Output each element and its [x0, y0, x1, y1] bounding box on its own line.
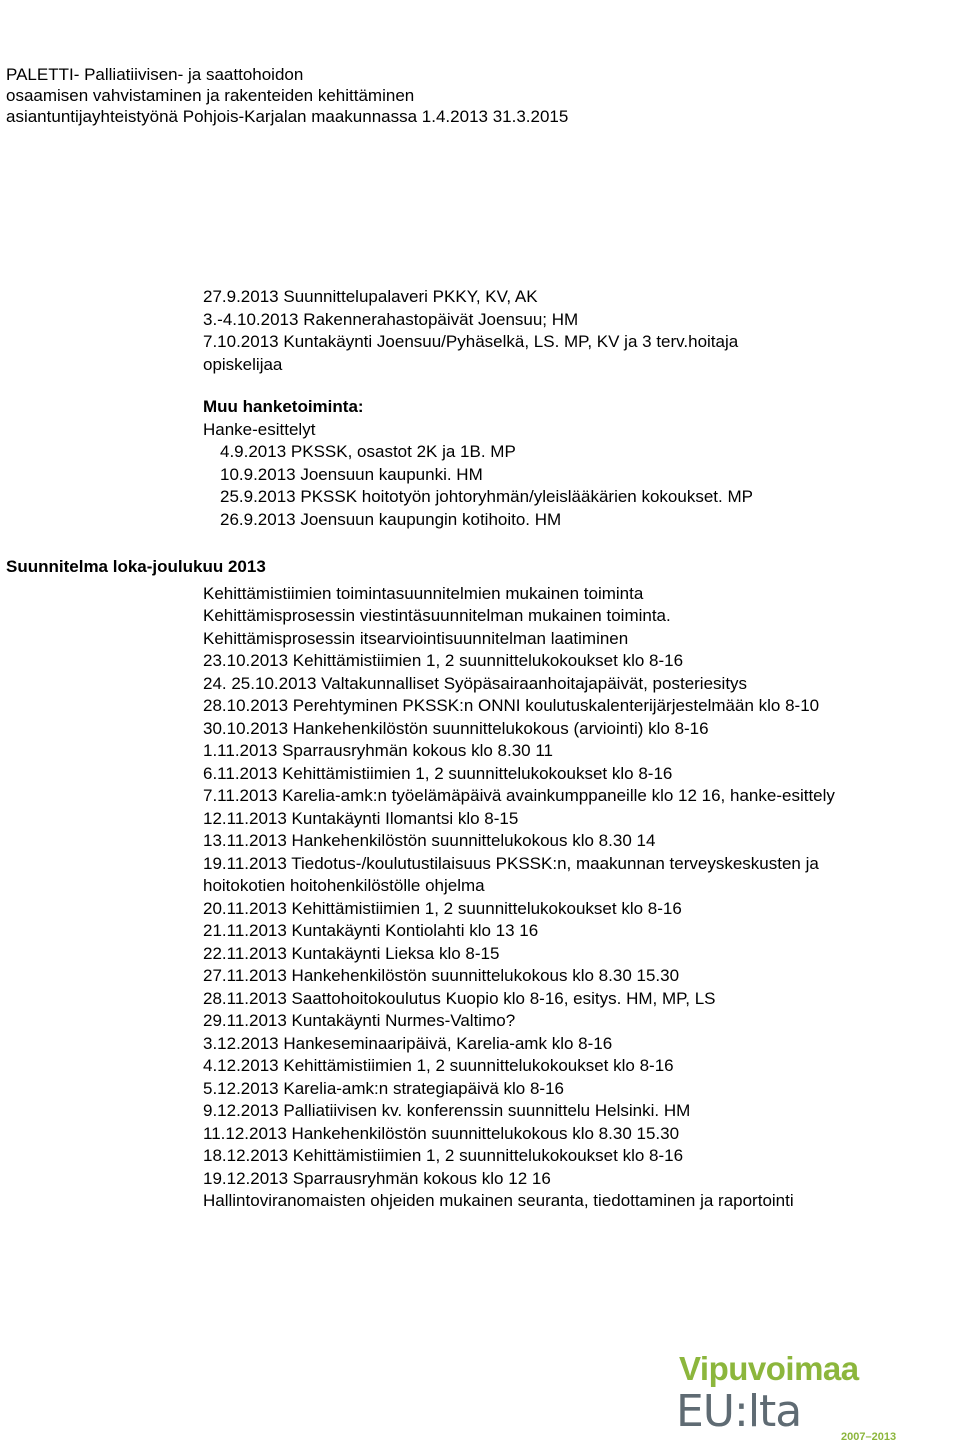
event-line: 7.10.2013 Kuntakäynti Joensuu/Pyhäselkä, LS. MP, KV ja 3 terv.hoitaja	[203, 332, 739, 351]
plan-list	[203, 583, 843, 1213]
plan-section	[6, 556, 906, 1213]
plan-item: Hallintoviranomaisten ohjeiden mukainen seuranta, tiedottaminen ja raportointi	[203, 1191, 794, 1210]
presentations-subtitle: Hanke-esittelyt	[203, 419, 316, 439]
logo-line-2: EU:lta	[676, 1386, 802, 1437]
plan-item: 7.11.2013 Karelia-amk:n työelämäpäivä avainkumppaneille klo 12 16, hanke-esittely	[203, 786, 835, 805]
plan-item: 24. 25.10.2013 Valtakunnalliset Syöpäsairaanhoitajapäivät, posteriesitys	[203, 673, 748, 693]
logo-years: 2007–2013	[841, 1431, 897, 1443]
other-activities-title: Muu hanketoiminta:	[203, 397, 364, 416]
plan-title: Suunnitelma loka-joulukuu 2013	[6, 557, 266, 576]
plan-item: 21.11.2013 Kuntakäynti Kontiolahti klo 13 16	[203, 921, 539, 940]
plan-item: 1.11.2013 Sparrausryhmän kokous klo 8.30 11	[203, 741, 553, 760]
plan-item: Kehittämisprosessin itsearviointisuunnitelman laatiminen	[203, 628, 629, 648]
plan-item: 18.12.2013 Kehittämistiimien 1, 2 suunnittelukokoukset klo 8-16	[203, 1146, 684, 1165]
plan-item: 9.12.2013 Palliatiivisen kv. konferenssin suunnittelu Helsinki. HM	[203, 1101, 691, 1120]
plan-item: 27.11.2013 Hankehenkilöstön suunnittelukokous klo 8.30 15.30	[203, 966, 680, 985]
plan-item: 29.11.2013 Kuntakäynti Nurmes-Valtimo?	[203, 1011, 516, 1030]
plan-item: 12.11.2013 Kuntakäynti Ilomantsi klo 8-15	[203, 808, 519, 828]
plan-item: 30.10.2013 Hankehenkilöstön suunnittelukokous (arviointi) klo 8-16	[203, 718, 709, 738]
plan-item: 28.10.2013 Perehtyminen PKSSK:n ONNI koulutuskalenterijärjestelmään klo 8-10	[203, 696, 820, 715]
logo-line-1: Vipuvoimaa	[679, 1350, 859, 1387]
presentation-item: 26.9.2013 Joensuun kaupungin kotihoito. HM	[220, 509, 562, 529]
event-line: 3.-4.10.2013 Rakennerahastopäivät Joensuu; HM	[203, 309, 579, 329]
presentation-item: 25.9.2013 PKSSK hoitotyön johtoryhmän/yleislääkärien kokoukset. MP	[220, 487, 753, 506]
plan-item: 4.12.2013 Kehittämistiimien 1, 2 suunnittelukokoukset klo 8-16	[203, 1056, 674, 1075]
plan-item: 19.11.2013 Tiedotus-/koulutustilaisuus PKSSK:n, maakunnan terveyskeskusten ja hoitokotien hoitohenkilöstölle ohjelma	[203, 853, 819, 895]
plan-item: 5.12.2013 Karelia-amk:n strategiapäivä klo 8-16	[203, 1078, 564, 1098]
plan-item: 22.11.2013 Kuntakäynti Lieksa klo 8-15	[203, 943, 500, 963]
header-line-2: osaamisen vahvistaminen ja rakenteiden kehittäminen	[6, 86, 415, 105]
document-header	[6, 64, 568, 127]
plan-item: 20.11.2013 Kehittämistiimien 1, 2 suunnittelukokoukset klo 8-16	[203, 898, 682, 918]
plan-item: 13.11.2013 Hankehenkilöstön suunnittelukokous klo 8.30 14	[203, 831, 656, 850]
presentation-item: 10.9.2013 Joensuun kaupunki. HM	[220, 464, 483, 484]
plan-item: 19.12.2013 Sparrausryhmän kokous klo 12 16	[203, 1168, 551, 1188]
header-line-3: asiantuntijayhteistyönä Pohjois-Karjalan maakunnassa 1.4.2013 31.3.2015	[6, 107, 569, 126]
event-line: 27.9.2013 Suunnittelupalaveri PKKY, KV, AK	[203, 287, 538, 306]
header-line-1: PALETTI- Palliatiivisen- ja saattohoidon	[6, 65, 304, 84]
plan-item: Kehittämistiimien toimintasuunnitelmien mukainen toiminta	[203, 583, 644, 603]
plan-item: 3.12.2013 Hankeseminaaripäivä, Karelia-amk klo 8-16	[203, 1033, 613, 1053]
plan-item: Kehittämisprosessin viestintäsuunnitelman mukainen toiminta.	[203, 606, 671, 625]
plan-item: 6.11.2013 Kehittämistiimien 1, 2 suunnittelukokoukset klo 8-16	[203, 763, 673, 783]
events-block	[203, 286, 883, 531]
plan-item: 28.11.2013 Saattohoitokoulutus Kuopio klo 8-16, esitys. HM, MP, LS	[203, 988, 716, 1008]
plan-item: 11.12.2013 Hankehenkilöstön suunnittelukokous klo 8.30 15.30	[203, 1123, 680, 1143]
presentation-item: 4.9.2013 PKSSK, osastot 2K ja 1B. MP	[220, 442, 516, 461]
plan-item: 23.10.2013 Kehittämistiimien 1, 2 suunnittelukokoukset klo 8-16	[203, 651, 684, 670]
event-line: opiskelijaa	[203, 354, 283, 374]
vipuvoimaa-eu-logo	[676, 1350, 897, 1445]
